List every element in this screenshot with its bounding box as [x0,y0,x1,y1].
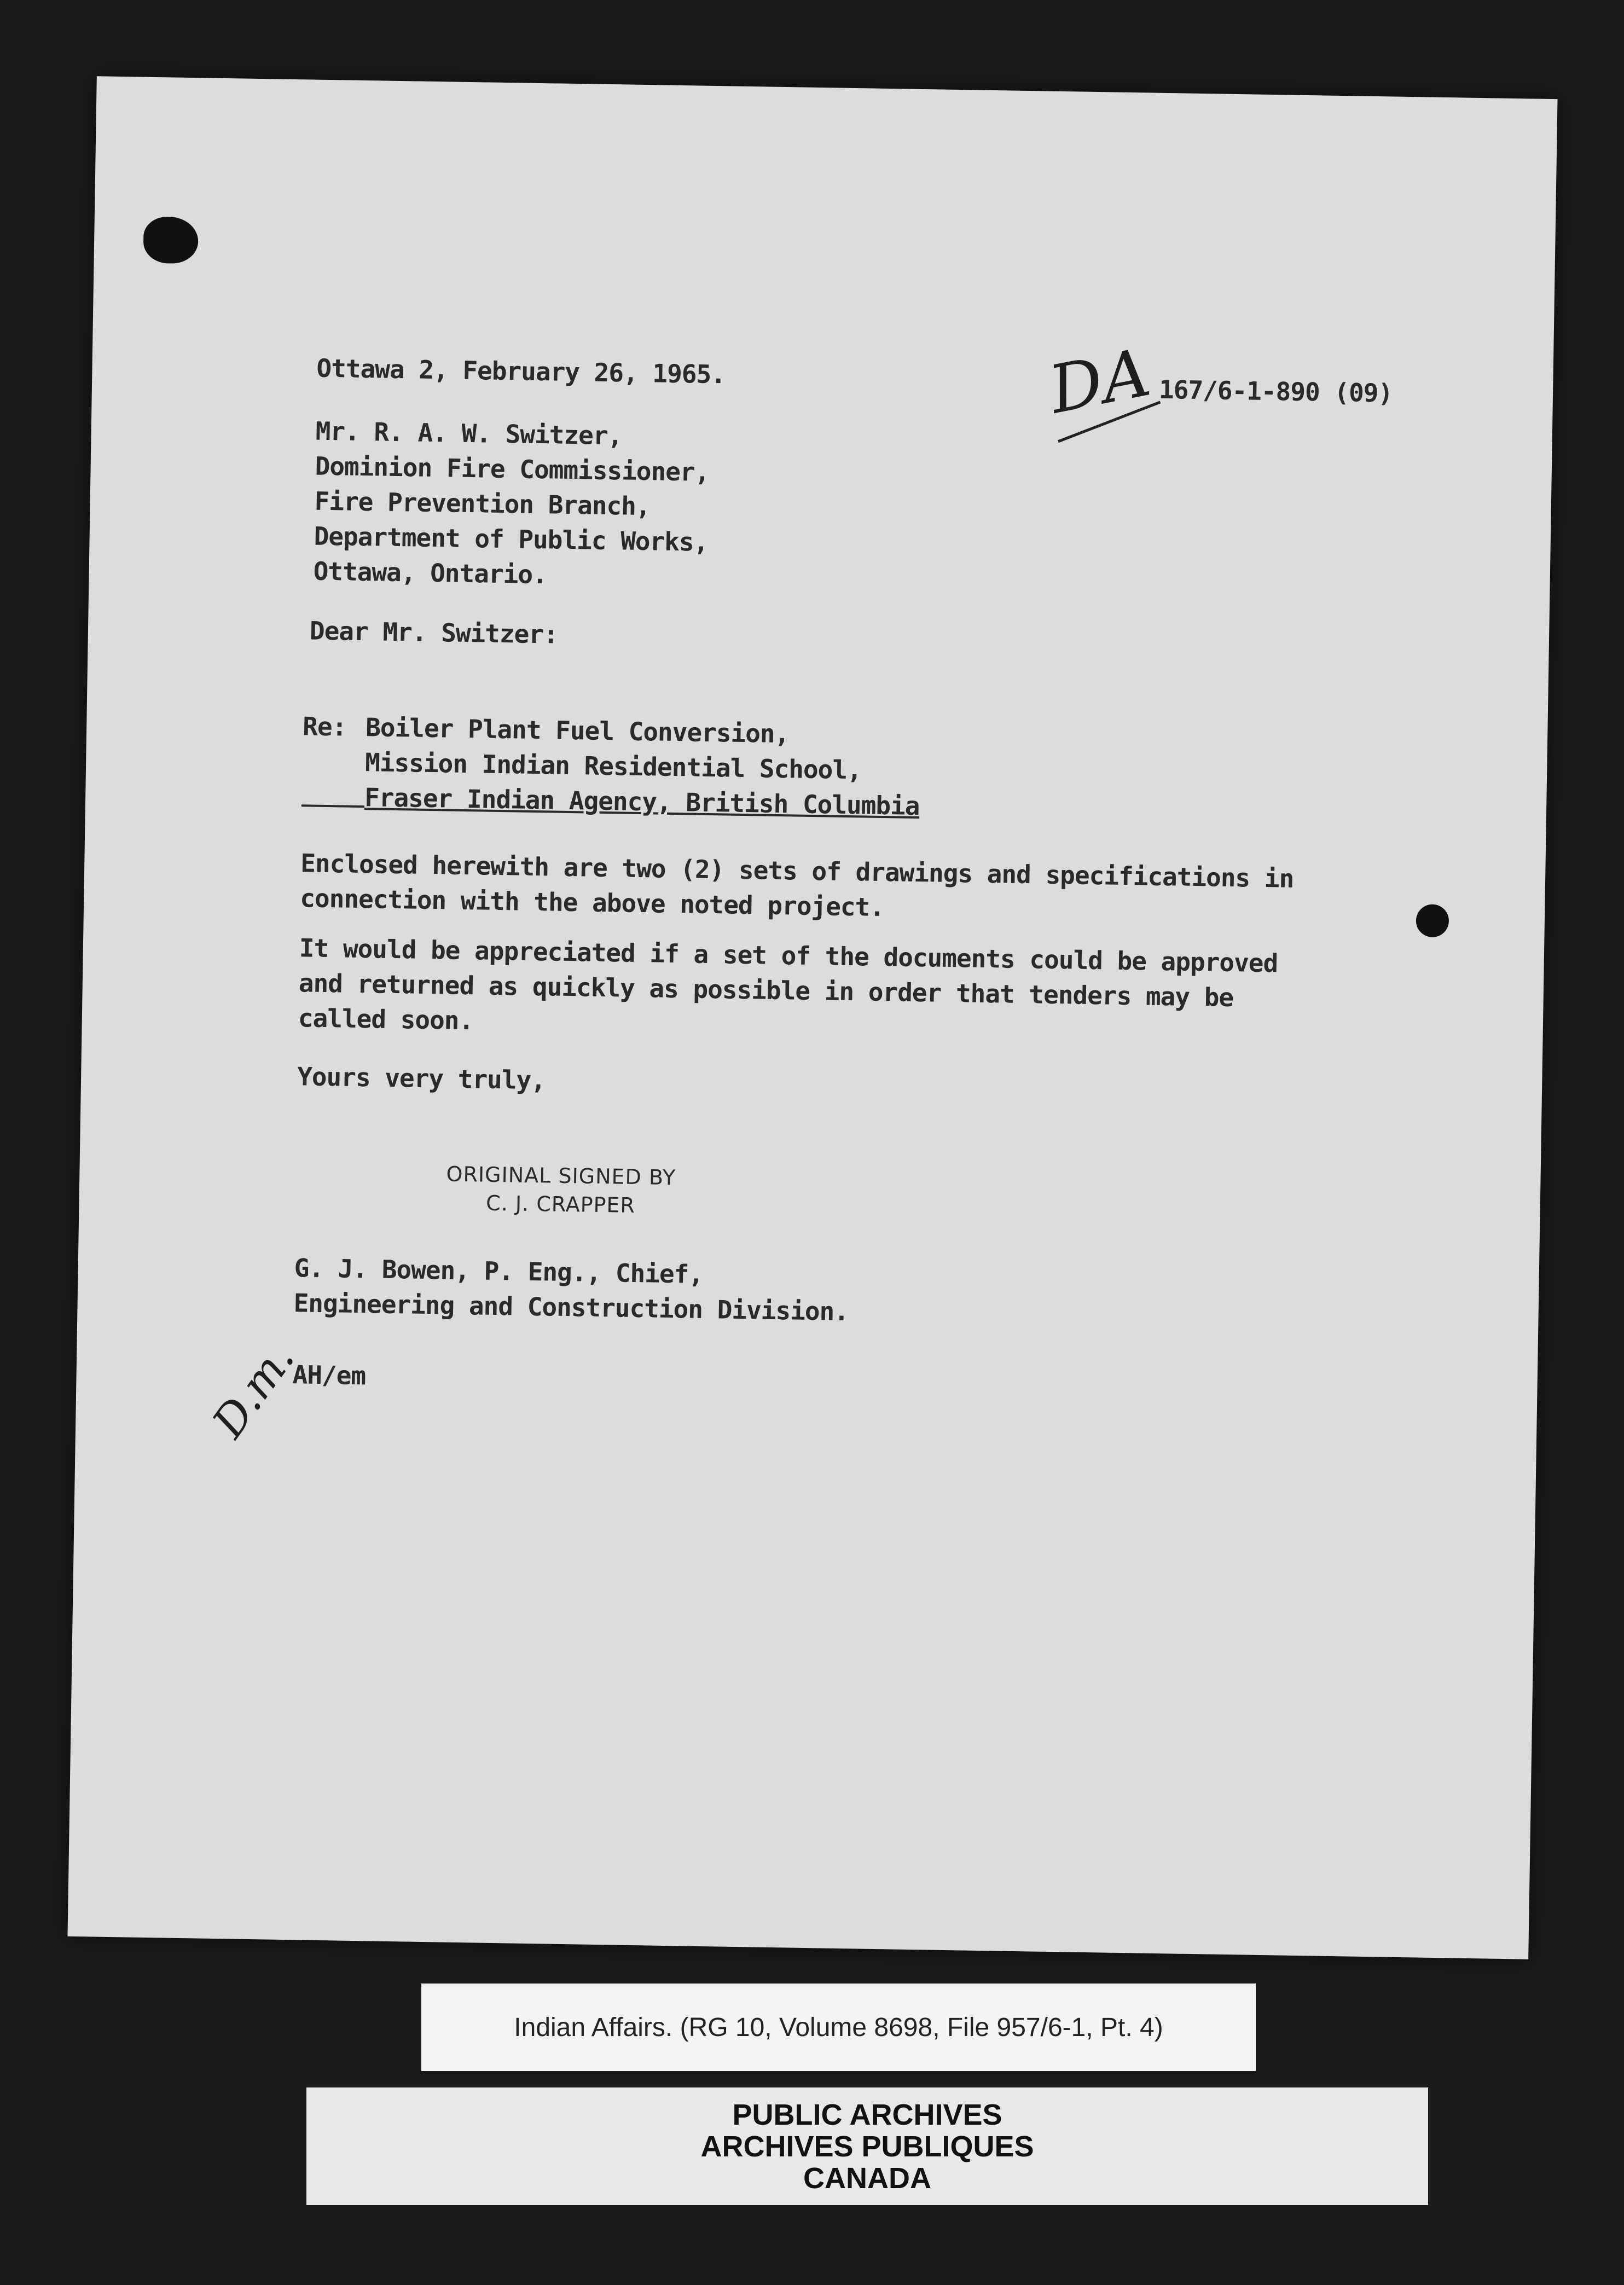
salutation: Dear Mr. Switzer: [309,616,559,649]
paragraph-2 [298,930,1278,1051]
ink-blot-top [143,217,199,264]
re-label: Re: [302,711,347,742]
stamp-line: C. J. CRAPPER [485,1191,636,1217]
paragraph-line: Enclosed herewith are two (2) sets of drawings and specifications in [300,848,1294,894]
public-archives-banner [306,2087,1428,2205]
stamp-line: ORIGINAL SIGNED BY [446,1162,676,1190]
re-line: Mission Indian Residential School, [364,747,862,785]
archive-citation: Indian Affairs. (RG 10, Volume 8698, File 957/6-1, Pt. 4) [514,2013,1163,2042]
archive-citation-slip [421,1984,1256,2071]
letter-page [67,76,1557,1959]
recipient-line: Ottawa, Ontario. [313,556,548,590]
re-line: Fraser Indian Agency, British Columbia [364,782,920,821]
re-subject [364,710,921,823]
recipient-line: Department of Public Works, [314,521,709,557]
banner-line: PUBLIC ARCHIVES [732,2098,1002,2131]
recipient-line: Mr. R. A. W. Switzer, [315,416,623,451]
file-initials-handwritten: DA [1043,334,1156,429]
dateline: Ottawa 2, February 26, 1965. [316,353,726,390]
signatory-block [293,1250,849,1329]
paragraph-1 [300,845,1294,931]
closing: Yours very truly, [297,1062,546,1095]
handwritten-initials-mark: D.m. [202,1333,304,1447]
paragraph-line: called soon. [298,1003,474,1036]
file-reference: 167/6-1-890 (09) [1158,374,1393,408]
ink-blot-right [1416,904,1449,937]
recipient-line: Fire Prevention Branch, [314,486,651,521]
re-underline-lead [301,804,364,808]
banner-line: CANADA [803,2161,931,2195]
paragraph-line: connection with the above noted project. [299,883,885,923]
signatory-line: Engineering and Construction Division. [293,1288,849,1327]
recipient-line: Dominion Fire Commissioner, [315,451,710,487]
re-line: Boiler Plant Fuel Conversion, [365,712,790,749]
recipient-address [313,414,710,595]
banner-line: ARCHIVES PUBLIQUES [700,2130,1034,2163]
paragraph-line: and returned as quickly as possible in order that tenders may be [298,968,1234,1013]
signatory-line: G. J. Bowen, P. Eng., Chief, [294,1253,704,1289]
typist-initials: AH/em [292,1360,366,1391]
paragraph-line: It would be appreciated if a set of the documents could be approved [299,933,1278,978]
original-signed-stamp [429,1159,693,1221]
